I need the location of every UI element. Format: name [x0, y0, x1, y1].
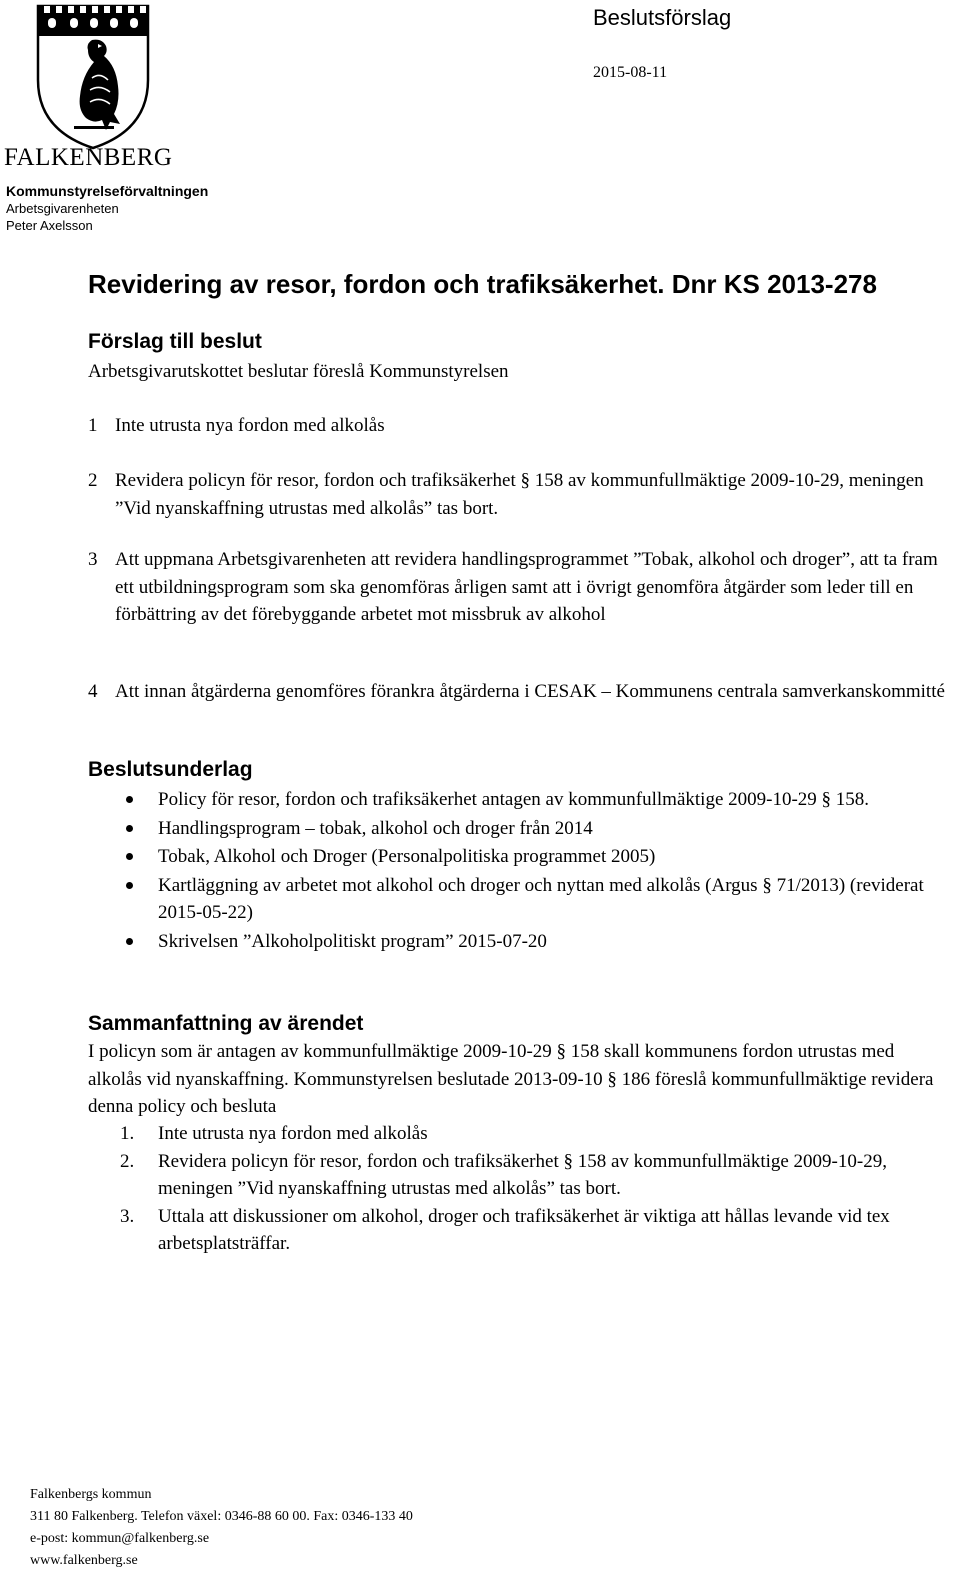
list-item: Policy för resor, fordon och trafiksäkerhet antagen av kommunfullmäktige 2009-10-29 § 158.	[120, 786, 940, 814]
list-item: Kartläggning av arbetet mot alkohol och droger och nyttan med alkolås (Argus § 71/2013) (reviderat 2015-05-22)	[120, 872, 940, 927]
item-number: 1	[88, 415, 98, 436]
proposal-item	[88, 467, 950, 522]
summary-text: I policyn som är antagen av kommunfullmäktige 2009-10-29 § 158 skall kommunens fordon utrustas med alkolås vid nyanskaffning. Kommunstyrelsen beslutade 2013-09-10 § 186 föreslå kommunfullmäktige revidera denna policy och besluta	[88, 1041, 934, 1117]
proposal-heading: Förslag till beslut	[88, 330, 262, 353]
brand-name: FALKENBERG	[4, 144, 173, 171]
item-text: Uttala att diskussioner om alkohol, droger och trafiksäkerhet är viktiga att hållas levande vid tex arbetsplatsträffar.	[158, 1205, 890, 1254]
summary-heading: Sammanfattning av ärendet	[88, 1012, 364, 1035]
list-item	[120, 1148, 950, 1203]
list-item	[120, 1203, 950, 1258]
list-item: Skrivelsen ”Alkoholpolitiskt program” 2015-07-20	[120, 928, 940, 956]
list-item	[120, 1120, 950, 1148]
item-text: Inte utrusta nya fordon med alkolås	[115, 415, 385, 436]
proposal-item	[88, 546, 950, 629]
proposal-item	[88, 678, 950, 706]
item-text: Inte utrusta nya fordon med alkolås	[158, 1123, 428, 1144]
item-text: Att innan åtgärderna genomföres förankra åtgärderna i CESAK – Kommunens centrala samverkanskommitté	[115, 681, 945, 702]
department-name: Arbetsgivarenheten	[6, 201, 119, 216]
footer-address: 311 80 Falkenberg. Telefon växel: 0346-88 60 00. Fax: 0346-133 40	[30, 1509, 413, 1524]
proposal-intro: Arbetsgivarutskottet beslutar föreslå Kommunstyrelsen	[88, 361, 509, 382]
summary-list	[120, 1120, 950, 1258]
item-text: Att uppmana Arbetsgivarenheten att revidera handlingsprogrammet ”Tobak, alkohol och droger”, att ta fram ett utbildningsprogram som ska genomföras årligen samt att i övrigt genomföra åtgärder som leder till en förbättring av det förebyggande arbetet mot missbruk av alkohol	[115, 549, 938, 625]
item-number: 1.	[120, 1123, 135, 1144]
item-number: 2.	[120, 1150, 135, 1172]
basis-heading: Beslutsunderlag	[88, 758, 253, 781]
item-text: Revidera policyn för resor, fordon och trafiksäkerhet § 158 av kommunfullmäktige 2009-10-29, meningen ”Vid nyanskaffning utrustas med alkolås” tas bort.	[158, 1150, 887, 1199]
page-footer	[30, 1484, 413, 1572]
document-title: Revidering av resor, fordon och trafiksäkerhet. Dnr KS 2013-278	[88, 269, 877, 299]
office-name: Kommunstyrelseförvaltningen	[6, 183, 209, 199]
list-item: Handlingsprogram – tobak, alkohol och droger från 2014	[120, 815, 940, 843]
basis-list	[120, 786, 940, 956]
item-number: 3	[88, 549, 98, 570]
falkenberg-coat-of-arms-logo	[34, 2, 152, 152]
footer-web[interactable]: www.falkenberg.se	[30, 1553, 138, 1568]
list-item: Tobak, Alkohol och Droger (Personalpolitiska programmet 2005)	[120, 843, 940, 871]
author-name: Peter Axelsson	[6, 218, 93, 233]
document-date: 2015-08-11	[593, 64, 668, 81]
proposal-item	[88, 412, 950, 440]
item-number: 2	[88, 470, 98, 491]
footer-org: Falkenbergs kommun	[30, 1487, 152, 1502]
item-number: 3.	[120, 1205, 135, 1227]
item-text: Revidera policyn för resor, fordon och trafiksäkerhet § 158 av kommunfullmäktige 2009-10-29, meningen ”Vid nyanskaffning utrustas med alkolås” tas bort.	[115, 470, 924, 519]
item-number: 4	[88, 681, 98, 702]
footer-email[interactable]: e-post: kommun@falkenberg.se	[30, 1531, 210, 1546]
document-type: Beslutsförslag	[593, 5, 732, 30]
